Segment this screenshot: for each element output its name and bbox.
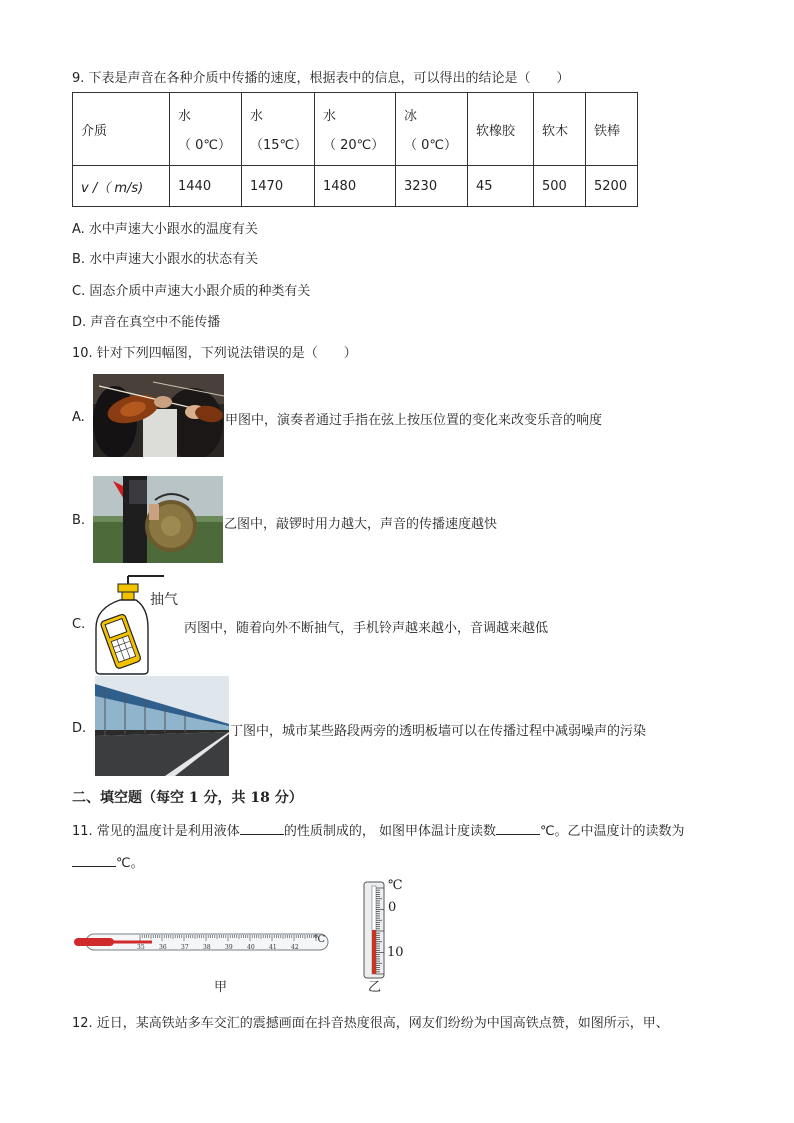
table-value: 500 bbox=[534, 166, 586, 207]
table-value: 45 bbox=[468, 166, 534, 207]
figure-label-yi: 乙 bbox=[368, 980, 382, 995]
table-value: 3230 bbox=[396, 166, 468, 207]
pump-air-label: 抽气 bbox=[150, 592, 178, 608]
violin-photo bbox=[93, 374, 224, 457]
answer-blank-1[interactable] bbox=[240, 822, 284, 835]
answer-blank-3[interactable] bbox=[72, 854, 116, 867]
table-value: 1470 bbox=[242, 166, 315, 207]
table-col-5: 软木 bbox=[534, 93, 586, 166]
lab-thermometer bbox=[360, 880, 388, 980]
q10-option-d-letter: D. bbox=[72, 721, 87, 736]
q10-option-c-text: 丙图中，随着向外不断抽气，手机铃声越来越小，音调越来越低 bbox=[184, 621, 549, 636]
table-col-2: 水 （ 20℃） bbox=[315, 93, 396, 166]
table-value: 1440 bbox=[170, 166, 242, 207]
answer-blank-2[interactable] bbox=[496, 822, 540, 835]
question-9-stem: 9. 下表是声音在各种介质中传播的速度，根据表中的信息，可以得出的结论是（ ） bbox=[72, 71, 570, 86]
section-2-title: 二、填空题（每空 1 分，共 18 分） bbox=[72, 790, 303, 806]
q10-option-b-text: 乙图中，敲锣时用力越大，声音的传播速度越快 bbox=[224, 517, 498, 532]
table-col-6: 铁棒 bbox=[586, 93, 638, 166]
table-col-4: 软橡胶 bbox=[468, 93, 534, 166]
q10-option-c-letter: C. bbox=[72, 617, 86, 632]
q9-option-c: C. 固态介质中声速大小跟介质的种类有关 bbox=[72, 284, 311, 299]
bell-jar-phone-diagram bbox=[92, 572, 188, 676]
q10-option-d-text: 丁图中，城市某些路段两旁的透明板墙可以在传播过程中减弱噪声的污染 bbox=[230, 724, 647, 739]
clinical-unit: ℃ bbox=[314, 934, 326, 945]
question-12-stem: 12. 近日，某高铁站多车交汇的震撼画面在抖音热度很高，网友们纷纷为中国高铁点赞，如图所示，甲、 bbox=[72, 1016, 669, 1031]
table-col-1: 水 （15℃） bbox=[242, 93, 315, 166]
sound-speed-table bbox=[72, 92, 638, 207]
table-row-label: v /（ m/s) bbox=[73, 166, 170, 207]
lab-mark-10: 10 bbox=[387, 945, 404, 960]
clinical-thermometer bbox=[72, 928, 334, 956]
lab-mark-0: 0 bbox=[388, 900, 397, 915]
table-header-label: 介质 bbox=[73, 93, 170, 166]
table-col-0: 水 （ 0℃） bbox=[170, 93, 242, 166]
q9-option-a: A. 水中声速大小跟水的温度有关 bbox=[72, 222, 258, 237]
question-11-line-2: ℃。 bbox=[72, 852, 144, 871]
table-col-3: 冰 （ 0℃） bbox=[396, 93, 468, 166]
q9-option-d: D. 声音在真空中不能传播 bbox=[72, 315, 221, 330]
noise-barrier-photo bbox=[95, 676, 229, 776]
lab-unit: ℃ bbox=[388, 878, 403, 893]
figure-label-jia: 甲 bbox=[214, 980, 228, 995]
table-value: 1480 bbox=[315, 166, 396, 207]
table-value: 5200 bbox=[586, 166, 638, 207]
q10-option-a-text: 甲图中，演奏者通过手指在弦上按压位置的变化来改变乐音的响度 bbox=[225, 413, 603, 428]
question-11-line-1: 11. 常见的温度计是利用液体 的性质制成的， 如图甲体温计度读数 ℃。乙中温度计的读数为 bbox=[72, 824, 685, 839]
gong-photo bbox=[93, 476, 223, 563]
q10-option-b-letter: B. bbox=[72, 513, 86, 528]
q10-option-a-letter: A. bbox=[72, 410, 85, 425]
q9-option-b: B. 水中声速大小跟水的状态有关 bbox=[72, 252, 259, 267]
question-10-stem: 10. 针对下列四幅图，下列说法错误的是（ ） bbox=[72, 346, 357, 361]
